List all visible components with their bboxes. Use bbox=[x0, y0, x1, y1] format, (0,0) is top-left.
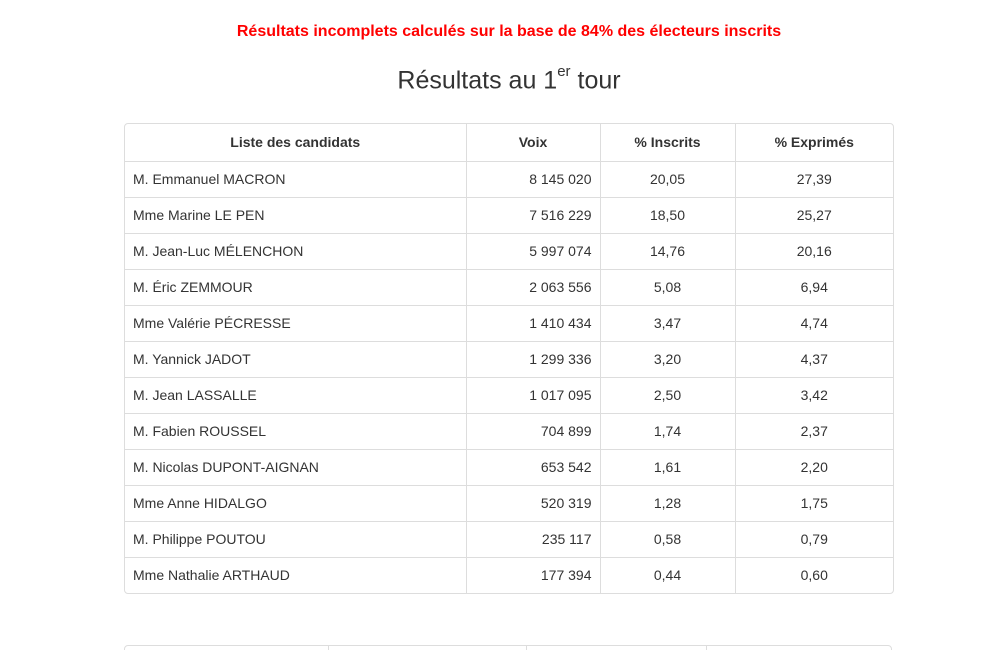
percent-registered: 1,74 bbox=[600, 413, 735, 449]
table-row bbox=[125, 521, 893, 557]
percent-registered: 20,05 bbox=[600, 161, 735, 197]
header-candidates: Liste des candidats bbox=[230, 134, 361, 151]
percent-expressed: 4,37 bbox=[735, 341, 893, 377]
candidate-name: M. Fabien ROUSSEL bbox=[125, 413, 466, 449]
votes: 8 145 020 bbox=[466, 161, 600, 197]
title-suffix: tour bbox=[570, 66, 621, 95]
votes: 5 997 074 bbox=[466, 233, 600, 269]
percent-registered: 1,28 bbox=[600, 485, 735, 521]
candidate-name: M. Philippe POUTOU bbox=[125, 521, 466, 557]
header-votes: Voix bbox=[466, 124, 600, 161]
percent-registered: 0,58 bbox=[600, 521, 735, 557]
percent-expressed: 2,20 bbox=[735, 449, 893, 485]
candidate-name: M. Nicolas DUPONT-AIGNAN bbox=[125, 449, 466, 485]
candidate-name: M. Jean-Luc MÉLENCHON bbox=[125, 233, 466, 269]
column-divider bbox=[706, 646, 707, 650]
votes: 704 899 bbox=[466, 413, 600, 449]
votes: 2 063 556 bbox=[466, 269, 600, 305]
percent-expressed: 1,75 bbox=[735, 485, 893, 521]
candidate-name: M. Yannick JADOT bbox=[125, 341, 466, 377]
percent-expressed: 2,37 bbox=[735, 413, 893, 449]
percent-expressed: 0,79 bbox=[735, 521, 893, 557]
votes: 1 299 336 bbox=[466, 341, 600, 377]
candidate-name: M. Emmanuel MACRON bbox=[125, 161, 466, 197]
candidate-name: Mme Anne HIDALGO bbox=[125, 485, 466, 521]
percent-expressed: 27,39 bbox=[735, 161, 893, 197]
incomplete-results-notice: Résultats incomplets calculés sur la base de 84% des électeurs inscrits bbox=[236, 23, 782, 40]
table-row bbox=[125, 197, 893, 233]
header-percent-expressed: % Exprimés bbox=[735, 124, 893, 161]
percent-registered: 2,50 bbox=[600, 377, 735, 413]
table-row bbox=[125, 233, 893, 269]
table-row bbox=[125, 413, 893, 449]
percent-registered: 3,20 bbox=[600, 341, 735, 377]
votes: 653 542 bbox=[466, 449, 600, 485]
candidate-name: Mme Nathalie ARTHAUD bbox=[125, 557, 466, 593]
header-percent-registered: % Inscrits bbox=[600, 124, 735, 161]
percent-registered: 14,76 bbox=[600, 233, 735, 269]
votes: 177 394 bbox=[466, 557, 600, 593]
percent-registered: 0,44 bbox=[600, 557, 735, 593]
table-row bbox=[125, 341, 893, 377]
results-table bbox=[124, 123, 894, 594]
percent-registered: 5,08 bbox=[600, 269, 735, 305]
votes: 520 319 bbox=[466, 485, 600, 521]
votes: 1 410 434 bbox=[466, 305, 600, 341]
table-header-row bbox=[125, 124, 893, 161]
candidate-name: Mme Marine LE PEN bbox=[125, 197, 466, 233]
votes: 235 117 bbox=[466, 521, 600, 557]
percent-registered: 1,61 bbox=[600, 449, 735, 485]
percent-registered: 18,50 bbox=[600, 197, 735, 233]
table-row bbox=[125, 557, 893, 593]
candidate-name: M. Éric ZEMMOUR bbox=[125, 269, 466, 305]
title-prefix: Résultats au 1 bbox=[397, 66, 558, 95]
votes: 1 017 095 bbox=[466, 377, 600, 413]
percent-expressed: 25,27 bbox=[735, 197, 893, 233]
page-title bbox=[0, 63, 1006, 95]
percent-expressed: 4,74 bbox=[735, 305, 893, 341]
votes: 7 516 229 bbox=[466, 197, 600, 233]
table-row bbox=[125, 305, 893, 341]
candidate-name: Mme Valérie PÉCRESSE bbox=[125, 305, 466, 341]
percent-expressed: 0,60 bbox=[735, 557, 893, 593]
table-row bbox=[125, 449, 893, 485]
title-superscript: er bbox=[557, 63, 571, 80]
table-row bbox=[125, 269, 893, 305]
secondary-table bbox=[124, 645, 892, 650]
percent-expressed: 3,42 bbox=[735, 377, 893, 413]
column-divider bbox=[328, 646, 329, 650]
percent-registered: 3,47 bbox=[600, 305, 735, 341]
column-divider bbox=[526, 646, 527, 650]
percent-expressed: 20,16 bbox=[735, 233, 893, 269]
candidate-name: M. Jean LASSALLE bbox=[125, 377, 466, 413]
table-row bbox=[125, 485, 893, 521]
table-row bbox=[125, 377, 893, 413]
table-row bbox=[125, 161, 893, 197]
percent-expressed: 6,94 bbox=[735, 269, 893, 305]
